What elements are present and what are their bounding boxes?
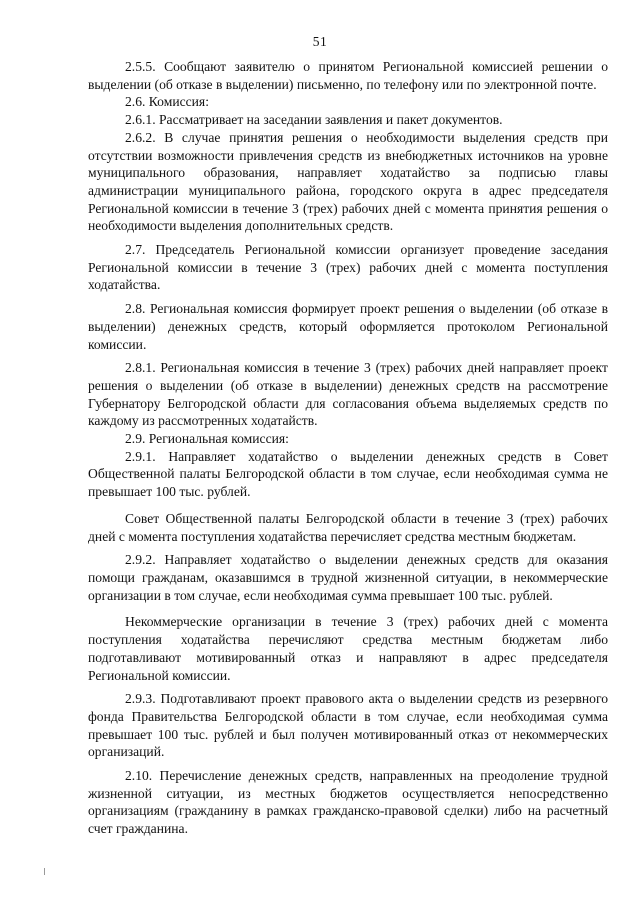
paragraph-2-6: 2.6. Комиссия:: [125, 94, 209, 110]
paragraph-nonprofits: Некоммерческие организации в течение 3 (трех) рабочих дней с момента поступления ходатайства перечисляют средства местным бюджетам либо подготавливают мотивированный отказ и направляют в адрес председателя Региональной комиссии.: [88, 614, 608, 683]
paragraph-2-9-2: 2.9.2. Направляет ходатайство о выделении денежных средств для оказания помощи гражданам, оказавшимся в трудной жизненной ситуации, в некоммерческие организации в том случае, если необходимая сумма превышает 100 тыс. рублей.: [88, 552, 608, 603]
paragraph-2-9-3: 2.9.3. Подготавливают проект правового акта о выделении средств из резервного фонда Правительства Белгородской области в том случае, если необходимая сумма превышает 100 тыс. рублей и был получен мотивированный отказ от некоммерческих организаций.: [88, 691, 608, 760]
paragraph-2-5-5: 2.5.5. Сообщают заявителю о принятом Региональной комиссией решении о выделении (об отказе в выделении) письменно, по телефону или по электронной почте.: [88, 59, 608, 92]
paragraph-2-10: 2.10. Перечисление денежных средств, направленных на преодоление трудной жизненной ситуации, из местных бюджетов осуществляется непосредственно организациям (гражданину в рамках гражданско-правовой сделки) либо на расчетный счет гражданина.: [88, 768, 608, 837]
paragraph-2-7: 2.7. Председатель Региональной комиссии организует проведение заседания Региональной комиссии в течение 3 (трех) рабочих дней с момента поступления ходатайства.: [88, 242, 608, 293]
paragraph-2-8-1: 2.8.1. Региональная комиссия в течение 3 (трех) рабочих дней направляет проект решения о выделении (об отказе в выделении) денежных средств на рассмотрение Губернатору Белгородской области для согласования объема выделяемых средств по каждому из рассмотренных ходатайств.: [88, 360, 608, 429]
paragraph-2-6-2: 2.6.2. В случае принятия решения о необходимости выделения средств при отсутствии возможности привлечения средств из внебюджетных источников на уровне муниципального образования, направляет ходатайство за подписью главы администрации муниципального района, городского округа в адрес председателя Региональной комиссии в течение 3 (трех) рабочих дней с момента принятия решения о необходимости выделения дополнительных средств.: [88, 129, 608, 234]
paragraph-2-6-1: 2.6.1. Рассматривает на заседании заявления и пакет документов.: [125, 112, 503, 128]
paragraph-2-9-1: 2.9.1. Направляет ходатайство о выделении денежных средств в Совет Общественной палаты Белгородской области в том случае, если необходимая сумма не превышает 100 тыс. рублей.: [88, 448, 608, 500]
paragraph-council: Совет Общественной палаты Белгородской области в течение 3 (трех) рабочих дней с момента поступления ходатайства перечисляет средства местным бюджетам.: [88, 510, 608, 544]
scan-margin-mark: [44, 868, 45, 875]
page-number: 51: [312, 34, 328, 49]
paragraph-2-9: 2.9. Региональная комиссия:: [125, 431, 289, 447]
document-body: [88, 58, 608, 838]
paragraph-2-8: 2.8. Региональная комиссия формирует проект решения о выделении (об отказе в выделении) денежных средств, который оформляется протоколом Региональной комиссии.: [88, 301, 608, 352]
